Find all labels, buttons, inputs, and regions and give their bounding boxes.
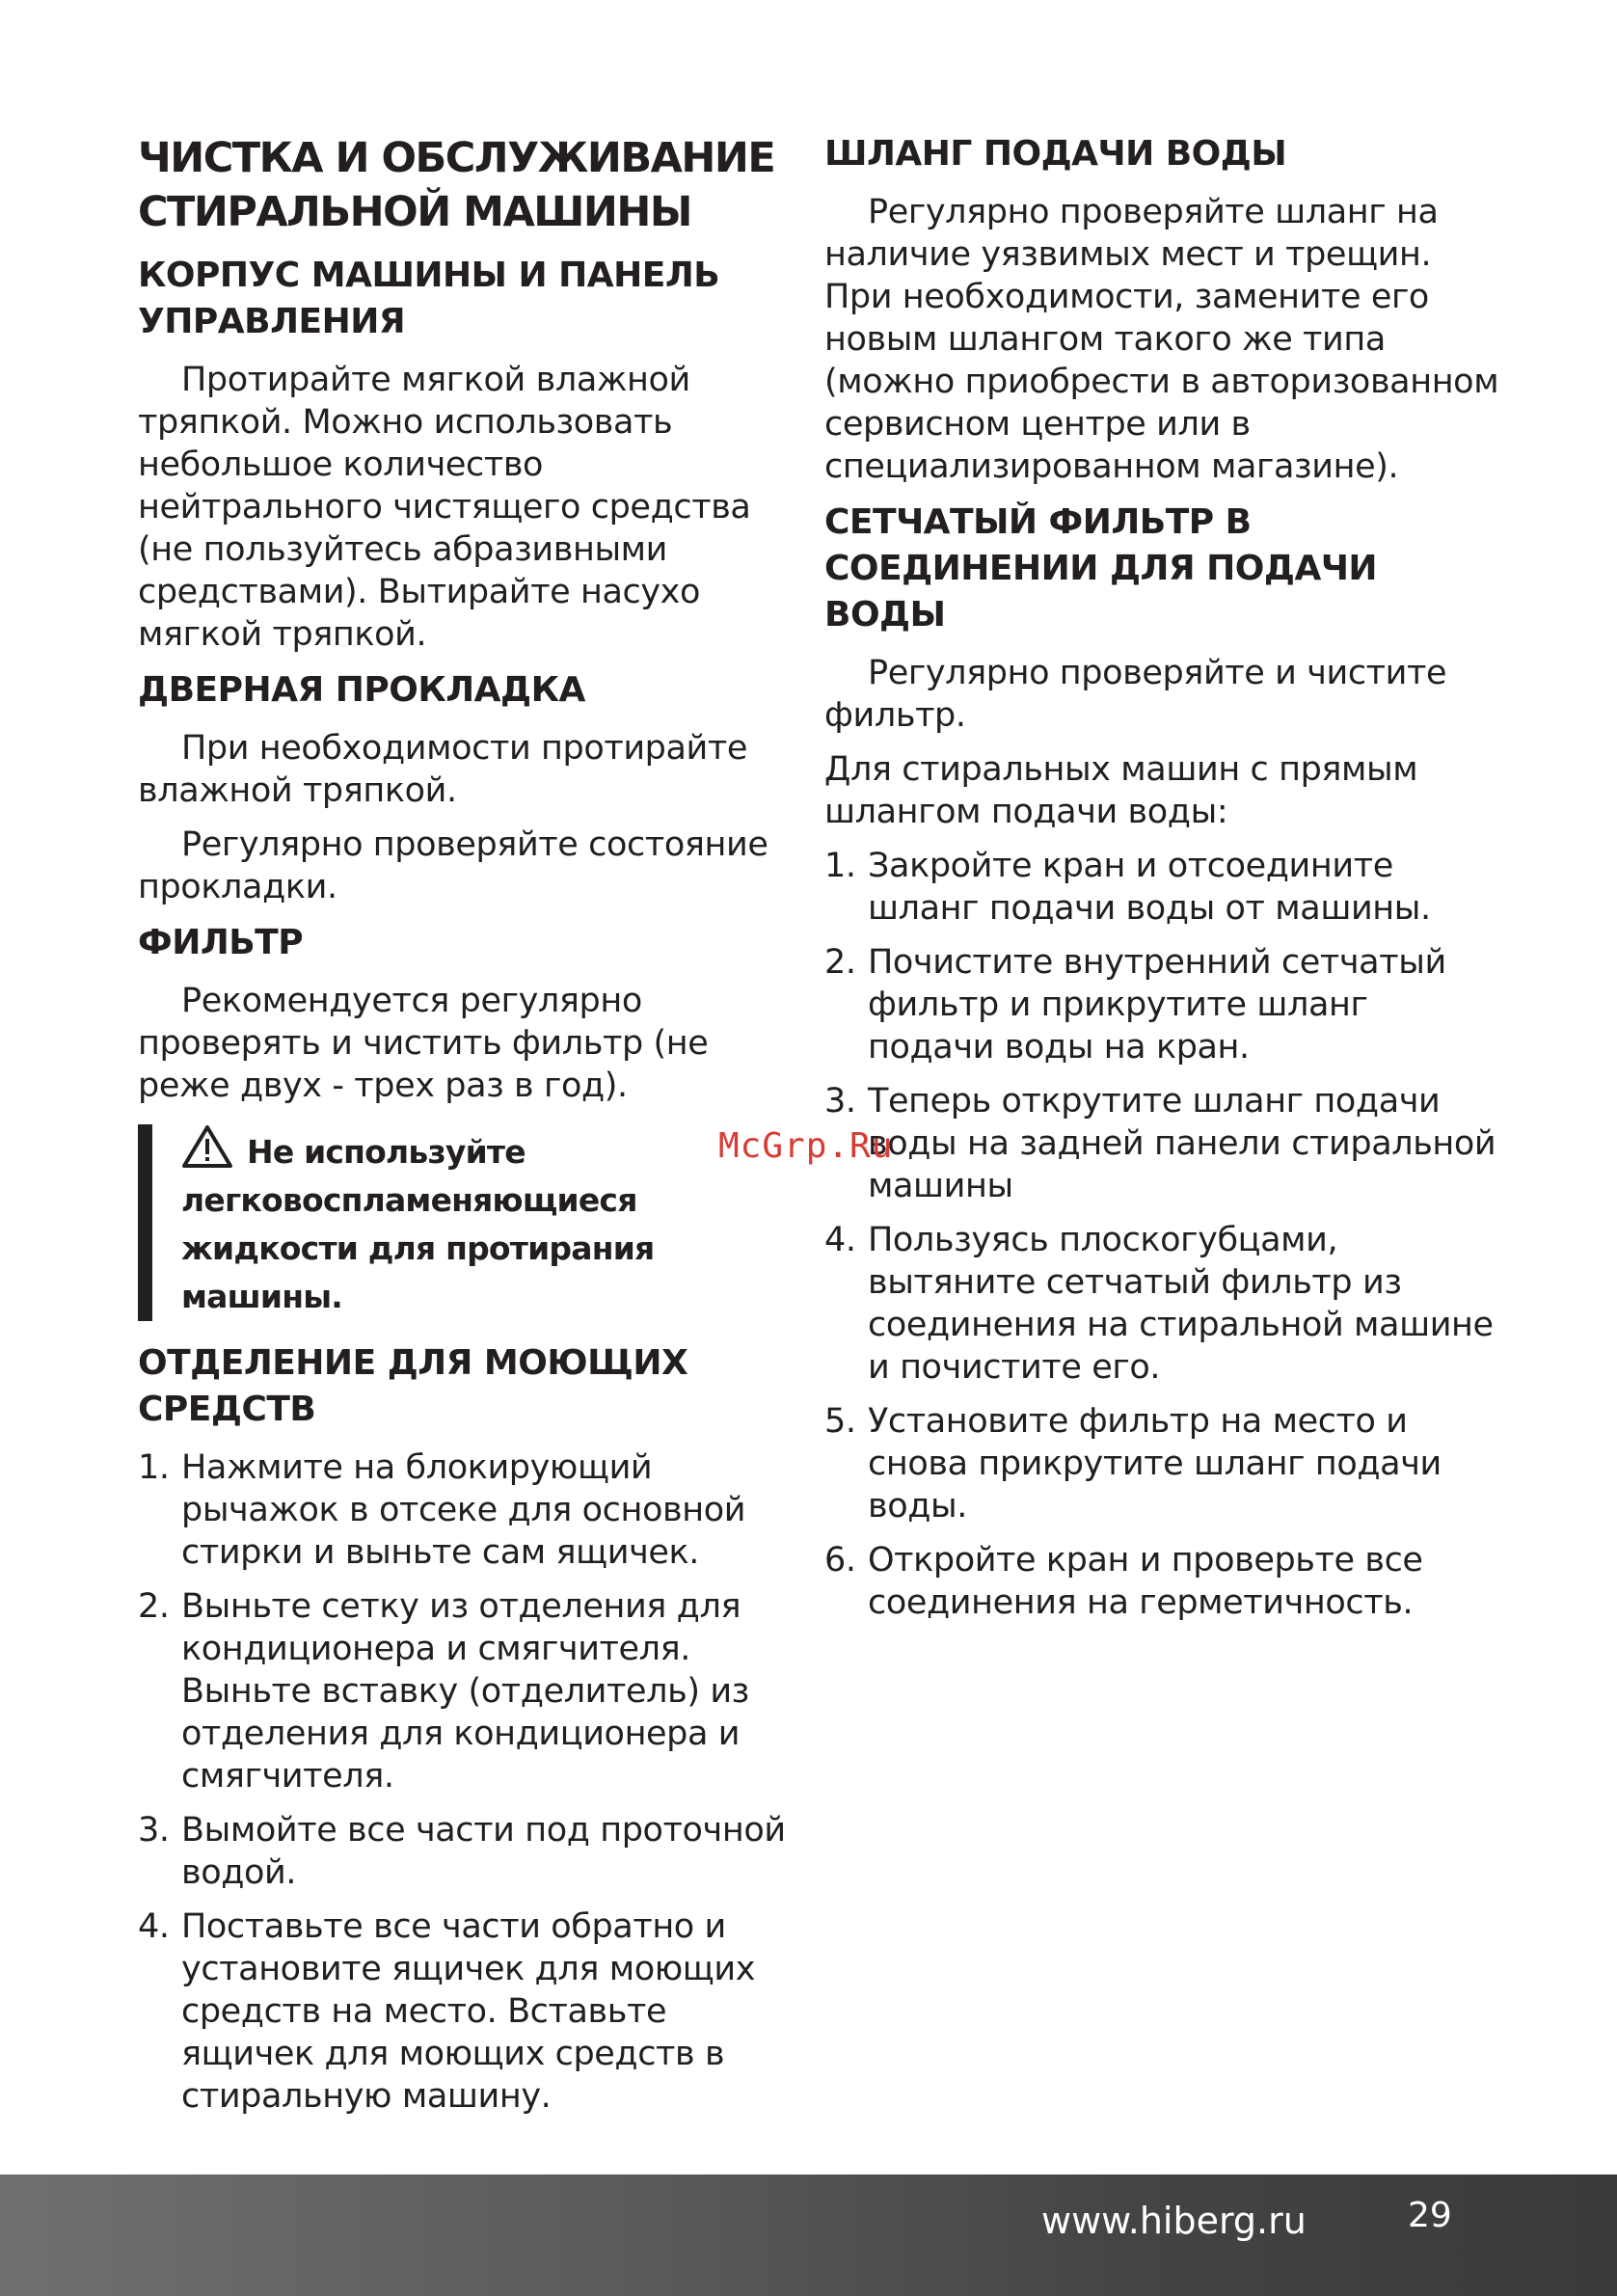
step-text: Закройте кран и отсоедините шланг подачи воды от машины. — [868, 847, 1431, 928]
step-number: 6. — [824, 1541, 856, 1580]
warning-box — [138, 1124, 794, 1321]
left-column — [138, 131, 794, 2129]
step-text: Установите фильтр на место и снова прикрутите шланг подачи воды. — [868, 1402, 1442, 1526]
step-number: 2. — [824, 943, 856, 982]
hose-text: Регулярно проверяйте шланг на наличие уязвимых мест и трещин. При необходимости, замените его новым шлангом такого же типа (можно приобрести в авторизованном сервисном центре или в специализированном магазине). — [824, 193, 1499, 486]
warning-bar — [138, 1124, 152, 1321]
footer-url-link[interactable]: www.hiberg.ru — [1041, 2200, 1307, 2242]
section-heading-filter: ФИЛЬТР — [138, 923, 304, 962]
mesh-steps-list — [824, 845, 1499, 1624]
step-number: 4. — [138, 1907, 170, 1946]
step-text: Откройте кран и проверьте все соединения на герметичность. — [868, 1541, 1423, 1622]
page-title: ЧИСТКА И ОБСЛУЖИВАНИЕ СТИРАЛЬНОЙ МАШИНЫ — [138, 134, 775, 236]
list-item — [824, 941, 1499, 1068]
mesh-text-1: Регулярно проверяйте и чистите фильтр. — [824, 654, 1447, 735]
mesh-text-2: Для стиральных машин с прямым шлангом подачи воды: — [824, 750, 1418, 831]
step-number: 2. — [138, 1587, 170, 1626]
warning-triangle-icon — [181, 1124, 233, 1169]
step-number: 4. — [824, 1221, 856, 1259]
step-text: Пользуясь плоскогубцами, вытяните сетчатый фильтр из соединения на стиральной машине и почистите его. — [868, 1221, 1494, 1387]
watermark: McGrp.Ru — [718, 1126, 894, 1166]
section-heading-mesh-filter: СЕТЧАТЫЙ ФИЛЬТР В СОЕДИНЕНИИ ДЛЯ ПОДАЧИ ВОДЫ — [824, 502, 1378, 635]
gasket-text-2: Регулярно проверяйте состояние прокладки. — [138, 825, 768, 906]
section-heading-body-panel: КОРПУС МАШИНЫ И ПАНЕЛЬ УПРАВЛЕНИЯ — [138, 256, 720, 341]
list-item — [138, 1905, 794, 2118]
filter-text: Рекомендуется регулярно проверять и чистить фильтр (не реже двух - трех раз в год). — [138, 982, 709, 1105]
list-item — [824, 1219, 1499, 1389]
step-text: Теперь открутите шланг подачи воды на задней панели стиральной машины — [868, 1082, 1496, 1205]
section-heading-hose: ШЛАНГ ПОДАЧИ ВОДЫ — [824, 134, 1287, 174]
detergent-steps-list — [138, 1446, 794, 2118]
step-number: 3. — [824, 1082, 856, 1121]
footer-bar — [0, 2174, 1617, 2296]
list-item — [824, 1080, 1499, 1207]
list-item — [824, 1400, 1499, 1527]
section-heading-gasket: ДВЕРНАЯ ПРОКЛАДКА — [138, 670, 585, 710]
step-number: 5. — [824, 1402, 856, 1441]
step-text: Нажмите на блокирующий рычажок в отсеке для основной стирки и выньте сам ящичек. — [181, 1448, 746, 1572]
step-text: Поставьте все части обратно и установите ящичек для моющих средств на место. Вставьте ящичек для моющих средств в стиральную машину. — [181, 1907, 756, 2116]
list-item — [138, 1809, 794, 1894]
body-panel-text: Протирайте мягкой влажной тряпкой. Можно использовать небольшое количество нейтрального чистящего средства (не пользуйтесь абразивными средствами). Вытирайте насухо мягкой тряпкой. — [138, 361, 751, 654]
step-number: 1. — [138, 1448, 170, 1487]
list-item — [138, 1446, 794, 1574]
gasket-text-1: При необходимости протирайте влажной тряпкой. — [138, 729, 747, 810]
list-item — [824, 845, 1499, 930]
section-heading-detergent: ОТДЕЛЕНИЕ ДЛЯ МОЮЩИХ СРЕДСТВ — [138, 1343, 688, 1429]
step-text: Почистите внутренний сетчатый фильтр и прикрутите шланг подачи воды на кран. — [868, 943, 1446, 1067]
step-number: 1. — [824, 847, 856, 885]
list-item — [824, 1539, 1499, 1624]
step-text: Выньте сетку из отделения для кондиционера и смягчителя. Выньте вставку (отделитель) из отделения для кондиционера и смягчителя. — [181, 1587, 749, 1796]
warning-text-block — [181, 1124, 794, 1321]
step-text: Вымойте все части под проточной водой. — [181, 1811, 786, 1892]
right-column — [824, 131, 1499, 1635]
list-item — [138, 1585, 794, 1797]
page-number: 29 — [1408, 2196, 1452, 2235]
step-number: 3. — [138, 1811, 170, 1850]
warning-text: Не используйте легковоспламеняющиеся жидкости для протирания машины. — [181, 1133, 655, 1315]
